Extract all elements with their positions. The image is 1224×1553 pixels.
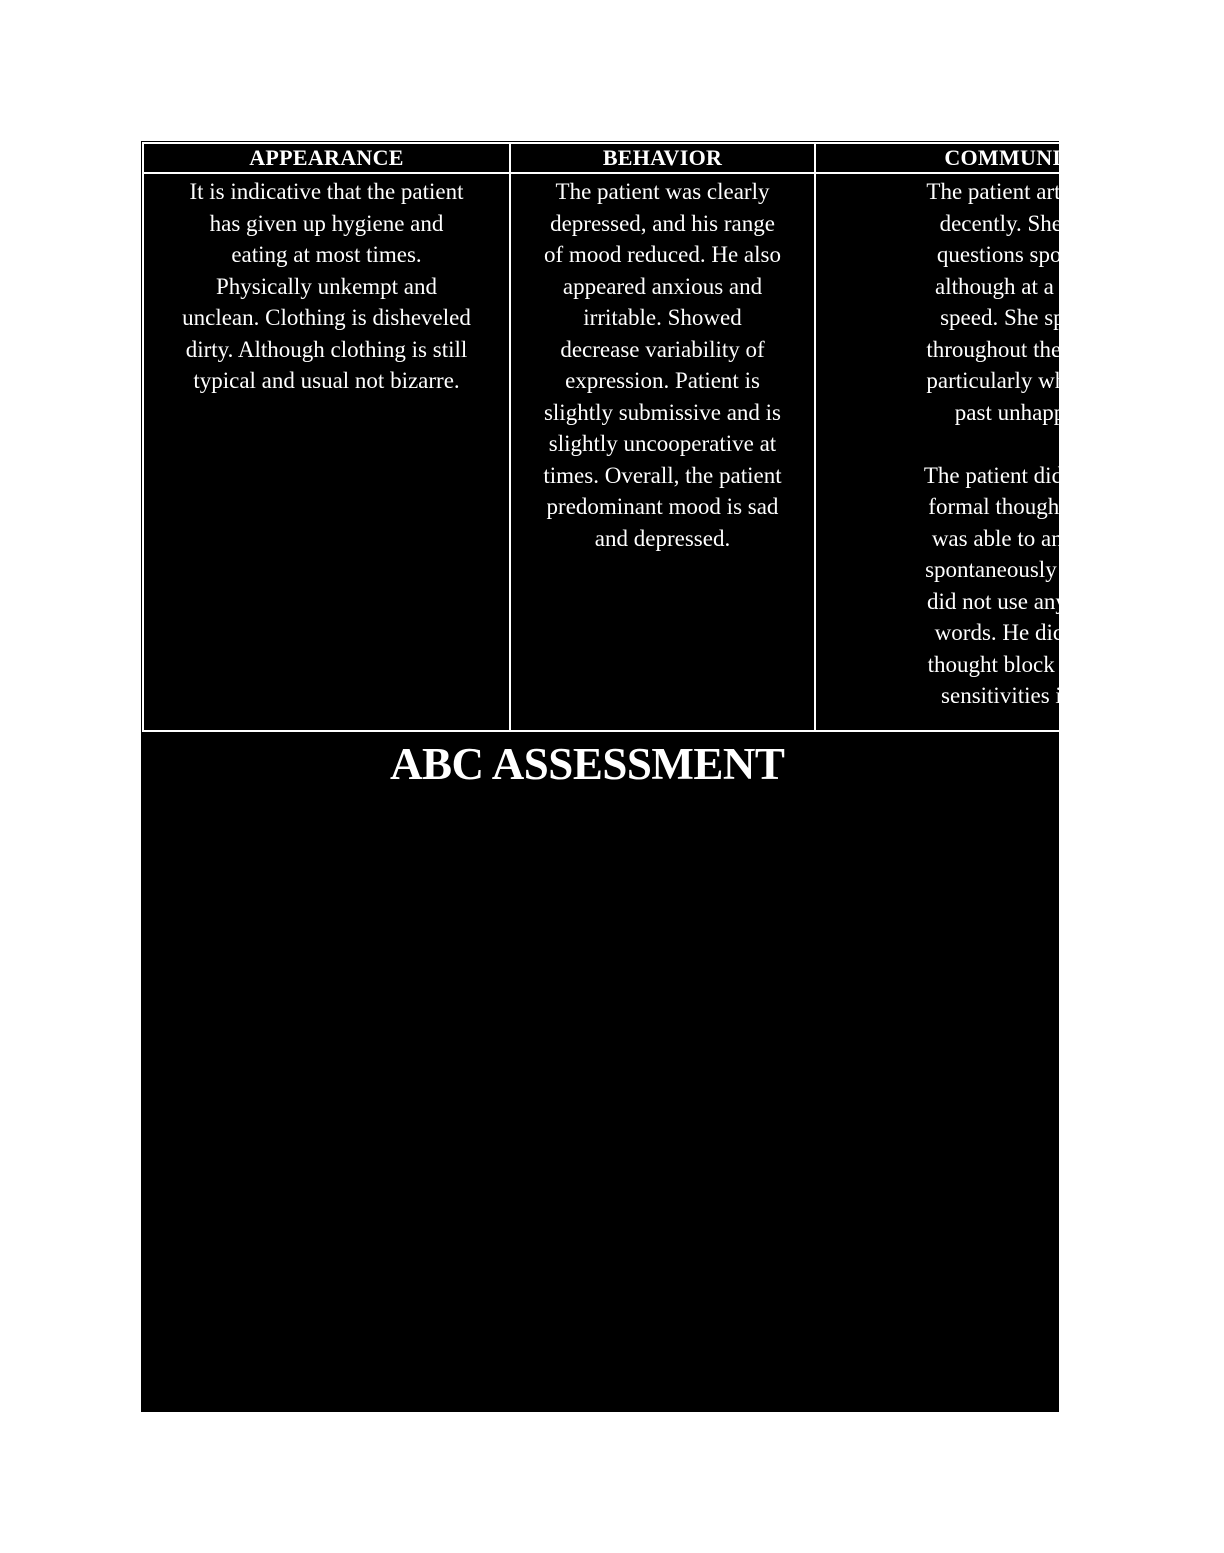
header-communication: COMMUNICA (815, 143, 1223, 173)
header-appearance: APPEARANCE (143, 143, 510, 173)
behavior-text: The patient was clearly depressed, and his range of mood reduced. He also appeared anxious and irritable. Showed decrease variability of expression. Patient is slightly submissive and is slightly uncooperative at times. Overall, the patient predominant mood is sad and depressed. (543, 179, 782, 551)
communication-text: The patient articulat decently. She ans questions spontan although at a slow speed. She spoke throughout the conv particularly when m past unhappin The patient did not e formal thought diso was able to answer spontaneously and d did not use any new words. He did exp thought block when sensitivities in hi (923, 179, 1115, 708)
appearance-text: It is indicative that the patient has given up hygiene and eating at most times. Physically unkempt and unclean. Clothing is disheveled dirty. Although clothing is still typical and usual not bizarre. (182, 179, 471, 393)
cell-behavior (510, 173, 815, 731)
section-title-text: ABC ASSESSMENT (390, 739, 785, 789)
assessment-table (142, 142, 1224, 732)
header-behavior: BEHAVIOR (510, 143, 815, 173)
cell-communication (815, 173, 1223, 731)
cell-appearance (143, 173, 510, 731)
table-header-row (143, 143, 1223, 173)
table-row (143, 173, 1223, 731)
